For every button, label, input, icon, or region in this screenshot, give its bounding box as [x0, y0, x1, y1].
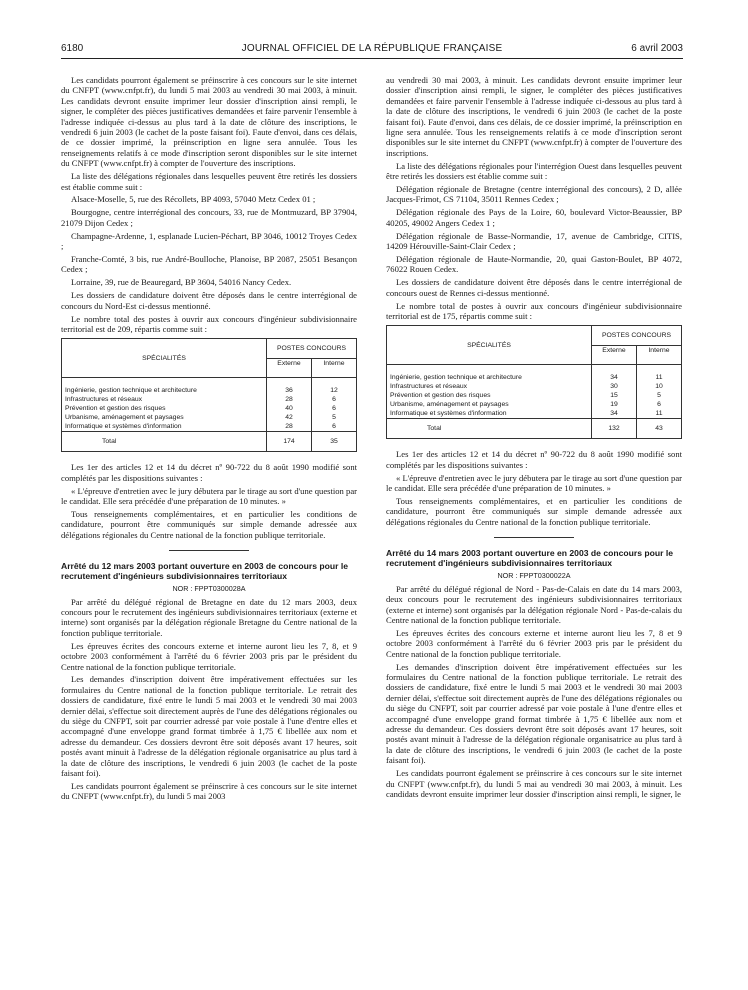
external-value: 34: [610, 410, 618, 418]
article-title: Arrêté du 12 mars 2003 portant ouverture en 2003 de concours pour le recrutement d'ingénieurs subdivisionnaires territoriaux: [61, 561, 349, 582]
address-item: Délégation régionale de Haute-Normandie, 20, quai Gaston-Boulet, BP 4072, 76022 Rouen Cedex.: [386, 254, 682, 275]
page-number: 6180: [61, 43, 84, 54]
specialty-label: Ingénierie, gestion technique et architecture: [390, 374, 522, 382]
paragraph: Les demandes d'inscription doivent être impérativement effectuées sur les formulaires du Centre national de la fonction publique territoriale. Le retrait des dossiers de candidature, fixé entre le lundi 5 mai 2003 et le vendredi 30 mai 2003 dernier délai, s'effectue soit directement auprès de l'une des délégations régionales ou du siège du CNFPT, soit par courrier adressé par voie postale à l'une d'entre elles et accompagné d'une enveloppe grand format timbrée à 1,75 € libellée aux nom et adresse du demandeur. Ces dossiers devront être soit déposés avant 17 heures, soit postés avant minuit à l'adresse de la délégation régionale organisatrice au plus tard à la date de clôture des inscriptions, le vendredi 6 juin 2003 (le cachet de la poste faisant foi).: [61, 674, 357, 779]
total-label: Total: [387, 419, 592, 439]
paragraph: « L'épreuve d'entretien avec le jury débutera par le tirage au sort d'une question par le candidat. Elle sera précédée d'une préparation de 10 minutes. »: [61, 485, 357, 507]
left-column: [61, 75, 357, 804]
address-item: Bourgogne, centre interrégional des concours, 33, rue de Montmuzard, BP 37904, 21079 Dijon Cedex ;: [61, 207, 357, 228]
specialties-header: SPÉCIALITÉS: [62, 339, 267, 378]
external-value: 15: [610, 392, 618, 400]
address-item: Franche-Comté, 3 bis, rue André-Boulloche, Planoise, BP 2087, 25051 Besançon Cedex ;: [61, 254, 357, 275]
paragraph: Tous renseignements complémentaires, et en particulier les conditions de candidature, pourront être communiqués sur simple demande adressée aux délégations régionales du Centre national de la fonction publique territoriale.: [61, 508, 357, 540]
paragraph: Les candidats pourront également se préinscrire à ces concours sur le site internet du CNFPT (www.cnfpt.fr), du lundi 5 mai 2003 au vendredi 30 mai 2003, à minuit. Les candidats devront ensuite imprimer leur dossier d'inscription ainsi rempli, le signer, le compléter des pièces justificatives demandées et faire parvenir l'ensemble à l'adresse indiquée ci-dessus au plus tard à la date de clôture des inscriptions, le vendredi 6 juin 2003 (le cachet de la poste faisant foi). Faute d'envoi, dans ces délais, de ce dossier imprimé, la préinscription en ligne sera annulée. Tous les renseignements relatifs à ce mode d'inscription seront disponibles sur le site internet du CNFPT (www.cnfpt.fr) à compter de l'ouverture des inscriptions.: [61, 75, 357, 169]
external-value: 28: [285, 423, 293, 431]
specialty-label: Informatique et systèmes d'information: [390, 410, 507, 418]
internal-value: 11: [655, 410, 663, 418]
internal-value: 6: [332, 396, 336, 404]
external-value: 28: [285, 396, 293, 404]
external-header: Externe: [592, 345, 637, 365]
posts-table: [61, 338, 357, 452]
table-row: [62, 378, 357, 432]
internal-value: 5: [332, 414, 336, 422]
separator: [169, 550, 249, 551]
external-value: 40: [285, 405, 293, 413]
external-value: 34: [610, 374, 618, 382]
specialty-label: Urbanisme, aménagement et paysages: [65, 414, 184, 422]
address-item: Délégation régionale des Pays de la Loire, 60, boulevard Victor-Beaussier, BP 40205, 49002 Angers Cedex 1 ;: [386, 207, 682, 228]
address-item: Alsace-Moselle, 5, rue des Récollets, BP 4093, 57040 Metz Cedex 01 ;: [71, 194, 316, 205]
specialty-label: Ingénierie, gestion technique et architecture: [65, 387, 197, 395]
internal-header: Interne: [637, 345, 682, 365]
specialty-label: Prévention et gestion des risques: [390, 392, 491, 400]
address-item: Délégation régionale de Basse-Normandie, 17, avenue de Cambridge, CITIS, 14209 Hérouville-Saint-Clair Cedex ;: [386, 230, 682, 252]
total-label: Total: [62, 432, 267, 452]
paragraph: Les dossiers de candidature doivent être déposés dans le centre interrégional de concours du Nord-Est ci-dessus mentionné.: [61, 290, 357, 311]
address-item: Champagne-Ardenne, 1, esplanade Lucien-Péchart, BP 3046, 10012 Troyes Cedex ;: [61, 230, 357, 252]
total-internal: 43: [637, 419, 682, 439]
issue-date: 6 avril 2003: [631, 43, 683, 54]
total-internal: 35: [312, 432, 357, 452]
internal-value: 12: [330, 387, 338, 395]
internal-header: Interne: [312, 358, 357, 378]
address-item: Lorraine, 39, rue de Beauregard, BP 3604, 54016 Nancy Cedex.: [71, 277, 292, 288]
posts-header: POSTES CONCOURS: [592, 326, 682, 346]
external-value: 36: [285, 387, 293, 395]
paragraph: au vendredi 30 mai 2003, à minuit. Les candidats devront ensuite imprimer leur dossier d'inscription ainsi rempli, le signer, le compléter des pièces justificatives demandées et faire parvenir l'ensemble à l'adresse indiquée ci-dessous au plus tard à la date de clôture des inscriptions, le vendredi 6 juin 2003 (le cachet de la poste faisant foi). Faute d'envoi, dans ces délais, de ce dossier imprimé, la préinscription en ligne sera annulée. Tous les renseignements relatifs à ce mode d'inscription seront disponibles sur le site internet du CNFPT (www.cnfpt.fr) à compter de l'ouverture des inscriptions.: [386, 75, 682, 158]
external-value: 19: [610, 401, 618, 409]
paragraph: La liste des délégations régionales pour l'interrégion Ouest dans lesquelles peuvent être retirés les dossiers est établie comme suit :: [386, 160, 682, 182]
specialty-label: Urbanisme, aménagement et paysages: [390, 401, 509, 409]
total-external: 174: [267, 432, 312, 452]
separator: [494, 537, 574, 538]
specialty-label: Prévention et gestion des risques: [65, 405, 166, 413]
paragraph: Les candidats pourront également se préinscrire à ces concours sur le site internet du CNFPT (www.cnfpt.fr), du lundi 5 mai au vendredi 30 mai 2003, à minuit. Les candidats devront ensuite imprimer leur dossier d'inscription ainsi rempli, le signer, le: [386, 768, 682, 799]
external-value: 42: [285, 414, 293, 422]
total-row: [62, 432, 357, 452]
external-header: Externe: [267, 358, 312, 378]
specialty-label: Informatique et systèmes d'information: [65, 423, 182, 431]
nor-reference: NOR : FPPT0300028A: [172, 583, 246, 593]
internal-value: 11: [655, 374, 663, 382]
paragraph: « L'épreuve d'entretien avec le jury débutera par le tirage au sort d'une question par le candidat. Elle sera précédée d'une préparation de 10 minutes. »: [386, 472, 682, 494]
paragraph: Les épreuves écrites des concours externe et interne auront lieu les 7, 8 et 9 octobre 2003 conformément à l'arrêté du 6 février 2003 pris par le président du Centre national de la fonction publique territoriale.: [386, 627, 682, 659]
specialty-label: Infrastructures et réseaux: [65, 396, 143, 404]
specialty-label: Infrastructures et réseaux: [390, 383, 468, 391]
paragraph: Par arrêté du délégué régional de Bretagne en date du 12 mars 2003, deux concours pour le recrutement des ingénieurs subdivisionnaires territoriaux (externe et interne) sont organisés par la délégation régionale Bretagne du Centre national de la fonction publique territoriale.: [61, 596, 357, 638]
internal-value: 5: [657, 392, 661, 400]
paragraph: Le nombre total des postes à ouvrir aux concours d'ingénieur subdivisionnaire territorial est de 209, répartis comme suit :: [61, 313, 357, 334]
paragraph: Tous renseignements complémentaires, et en particulier les conditions de candidature, pourront être communiqués sur simple demande adressée aux délégations régionales du Centre national de la fonction publique territoriale.: [386, 496, 682, 527]
paragraph: Par arrêté du délégué régional de Nord - Pas-de-Calais en date du 14 mars 2003, deux concours pour le recrutement des ingénieurs subdivisionnaires territoriaux (externe et interne) sont organisés par la délégation régionale Nord - Pas-de-calais du Centre national de la fonction publique territoriale.: [386, 583, 682, 625]
posts-table: [386, 325, 682, 439]
paragraph: Les 1er des articles 12 et 14 du décret nº 90-722 du 8 août 1990 modifié sont complétés par les dispositions suivantes :: [386, 449, 682, 470]
paragraph: Les dossiers de candidature doivent être déposés dans le centre interrégional de concours ouest de Rennes ci-dessus mentionné.: [386, 277, 682, 298]
posts-header: POSTES CONCOURS: [267, 339, 357, 359]
internal-value: 6: [657, 401, 661, 409]
paragraph: Les épreuves écrites des concours externe et interne auront lieu les 7, 8, et 9 octobre 2003 conformément à l'arrêté du 6 février 2003 pris par le président du Centre national de la fonction publique territoriale.: [61, 640, 357, 672]
address-item: Délégation régionale de Bretagne (centre interrégional des concours), 2 D, allée Jacques-Frimot, CS 71104, 35011 Rennes Cedex ;: [386, 184, 682, 205]
paragraph: Le nombre total de postes à ouvrir aux concours d'ingénieur subdivisionnaire territorial est de 175, répartis comme suit :: [386, 300, 682, 322]
total-row: [387, 419, 682, 439]
external-value: 30: [610, 383, 618, 391]
paragraph: Les demandes d'inscription doivent être impérativement effectuées sur les formulaires du Centre national de la fonction publique territoriale. Le retrait des dossiers de candidature, fixé entre le lundi 5 mai 2003 et le vendredi 30 mai 2003 dernier délai, s'effectue soit directement auprès de l'une des délégations régionales ou du siège du CNFPT, soit par courrier adressé par voie postale à l'une d'entre elles et accompagné d'une enveloppe grand format timbrée à 1,75 € libellée aux nom et adresse du demandeur. Ces dossiers devront être soit déposés avant 17 heures, soit postés avant minuit à l'adresse de la délégation régionale organisatrice au plus tard à la date de clôture des inscriptions, le vendredi 6 juin 2003 (le cachet de la poste faisant foi).: [386, 661, 682, 766]
total-external: 132: [592, 419, 637, 439]
page-header: [61, 40, 683, 59]
paragraph: La liste des délégations régionales dans lesquelles peuvent être retirés les dossiers est établie comme suit :: [61, 171, 357, 192]
right-column: [386, 75, 682, 802]
paragraph: Les 1er des articles 12 et 14 du décret nº 90-722 du 8 août 1990 modifié sont complétés par les dispositions suivantes :: [61, 462, 357, 483]
table-row: [387, 365, 682, 419]
internal-value: 6: [332, 423, 336, 431]
article-title: Arrêté du 14 mars 2003 portant ouverture en 2003 de concours pour le recrutement d'ingénieurs subdivisionnaires territoriaux: [386, 548, 674, 569]
internal-value: 6: [332, 405, 336, 413]
paragraph: Les candidats pourront également se préinscrire à ces concours sur le site internet du CNFPT (www.cnfpt.fr), du lundi 5 mai 2003: [61, 781, 357, 802]
internal-value: 10: [655, 383, 663, 391]
specialties-header: SPÉCIALITÉS: [387, 326, 592, 365]
journal-title: JOURNAL OFFICIEL DE LA RÉPUBLIQUE FRANÇAISE: [241, 43, 503, 54]
nor-reference: NOR : FPPT0300022A: [497, 570, 571, 580]
